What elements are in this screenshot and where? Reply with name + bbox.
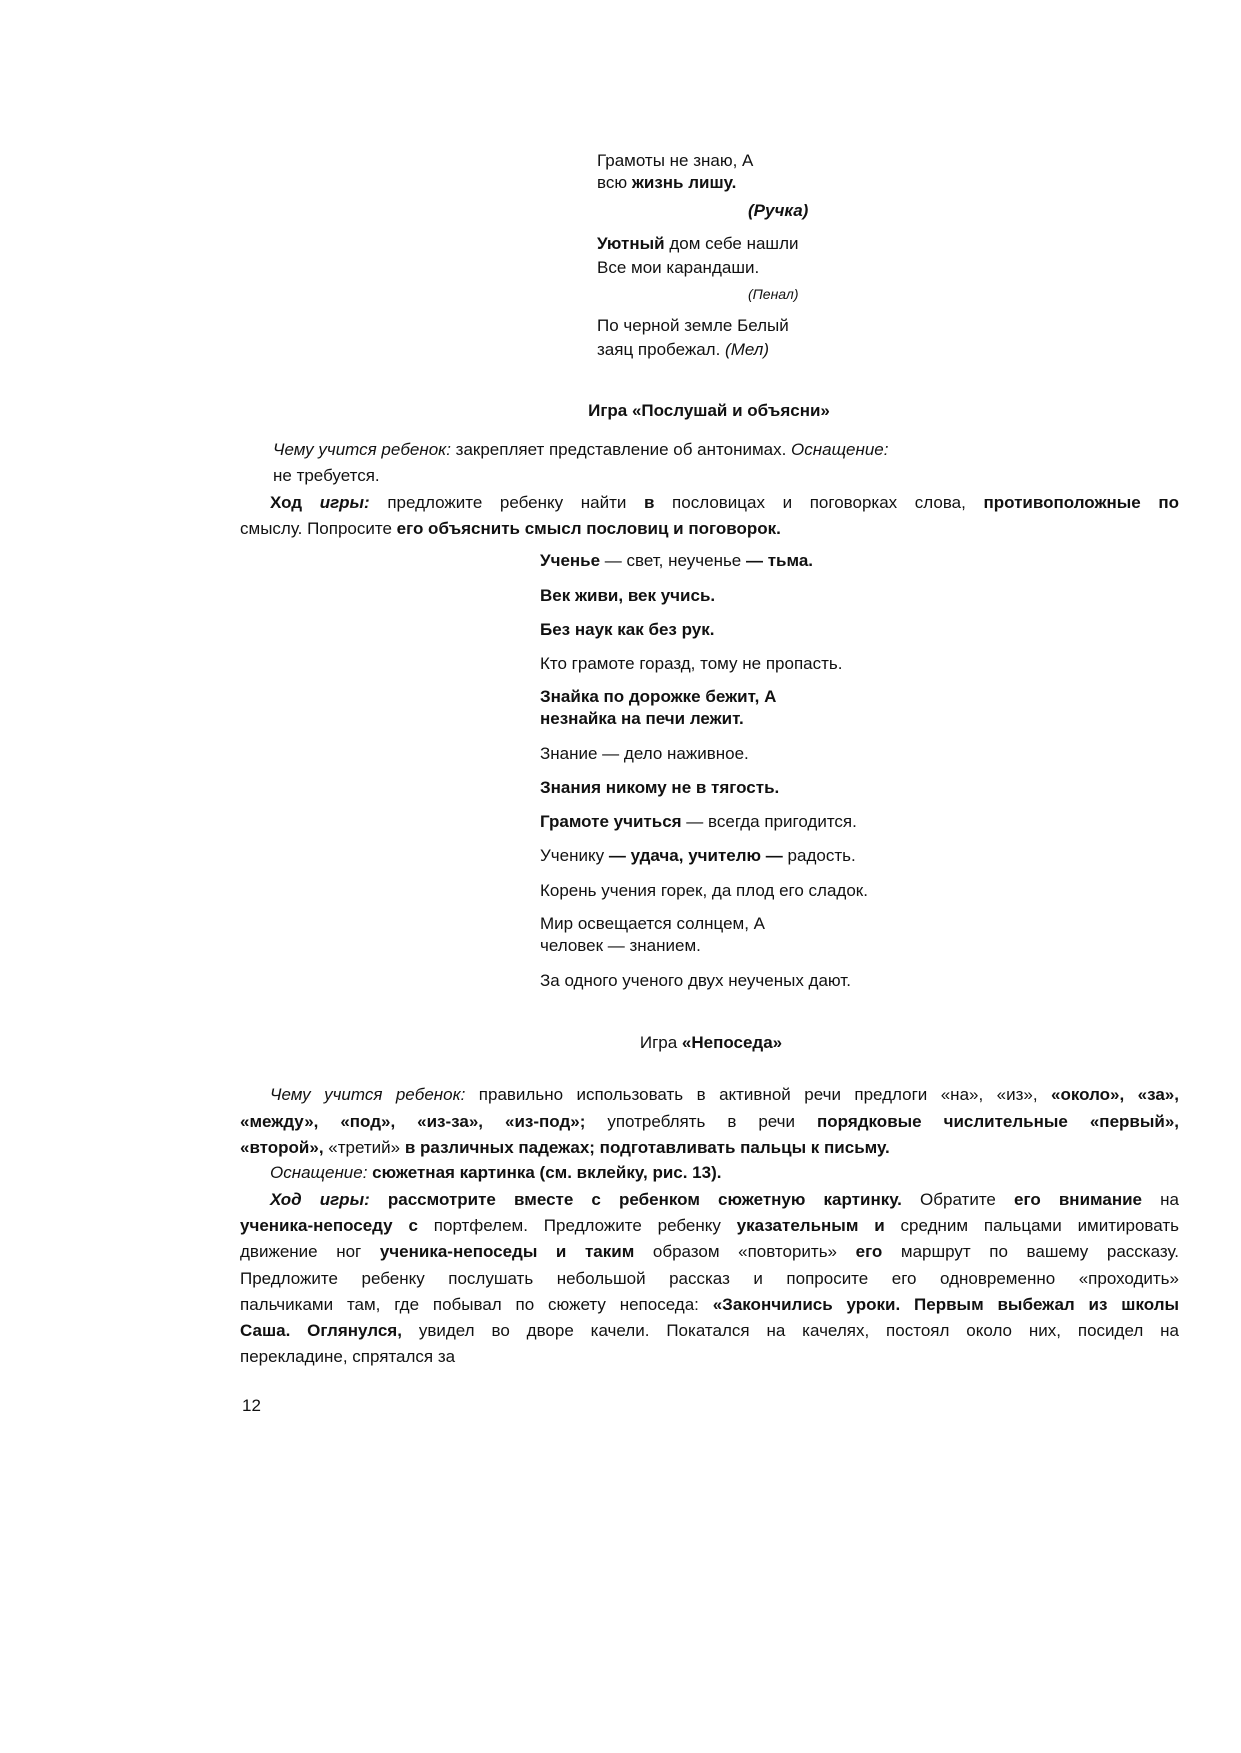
paragraph-line: [240, 1321, 1179, 1341]
text-run: Кто грамоте горазд, тому не пропасть.: [540, 654, 843, 673]
text-run: За одного ученого двух неученых дают.: [540, 971, 851, 990]
text-run: противоположные по: [983, 493, 1180, 512]
text-run: Саша. Оглянулся,: [240, 1321, 402, 1340]
title-prefix: Игра: [639, 1033, 682, 1052]
text-run: средним пальцами имитировать: [884, 1216, 1180, 1235]
text-run: образом «повторить»: [634, 1242, 856, 1261]
proverb-line: [540, 687, 776, 707]
text-run: — свет, неученье: [600, 551, 746, 570]
section-title: [0, 1033, 1241, 1053]
paragraph-line: [240, 1112, 1179, 1132]
text-run: ученика-непоседу с: [240, 1216, 418, 1235]
text-run: радость.: [782, 846, 856, 865]
text-run: правильно использовать в активной речи предлоги «на», «из»,: [465, 1085, 1052, 1104]
proverb-line: [540, 914, 765, 934]
text-run: его внимание: [1014, 1190, 1142, 1209]
text-run: указательным и: [736, 1216, 885, 1235]
text-run: Знайка по дорожке бежит, А: [540, 687, 777, 706]
text-run: движение ног: [240, 1242, 380, 1261]
text-run: пальчиками там, где побывал по сюжету непоседа:: [240, 1295, 713, 1314]
text-run: порядковые числительные «первый»,: [817, 1112, 1180, 1131]
riddle-line: [597, 151, 753, 171]
text-run: предложите ребенку найти: [369, 493, 644, 512]
riddle-line: [597, 234, 799, 254]
paragraph-line: [273, 440, 889, 460]
text-run: игры:: [319, 493, 370, 512]
text-run: его объяснить смысл пословиц и поговорок.: [396, 519, 781, 538]
paragraph-line: [240, 519, 781, 539]
riddle-line: [597, 258, 759, 278]
text-run: Знания никому не в тягость.: [540, 778, 780, 797]
text-run: не требуется.: [273, 466, 380, 485]
text-run: употреблять в речи: [585, 1112, 817, 1131]
text-run: на: [1142, 1190, 1179, 1209]
proverb-line: [540, 881, 868, 901]
text-run: Мир освещается солнцем, А: [540, 914, 765, 933]
text-run: рассмотрите вместе с ребенком сюжетную картинку.: [369, 1190, 902, 1209]
text-run: Знание — дело наживное.: [540, 744, 749, 763]
text-run: «около», «за»,: [1051, 1085, 1179, 1104]
proverb-line: [540, 586, 715, 606]
title-name: «Непоседа»: [681, 1033, 783, 1052]
text-run: «второй»,: [240, 1138, 324, 1157]
paragraph-line: [240, 1242, 1179, 1262]
text-run: «третий»: [323, 1138, 405, 1157]
text-run: в: [643, 493, 655, 512]
text-run: маршрут по вашему рассказу.: [882, 1242, 1180, 1261]
riddle-answer: (Ручка): [748, 201, 809, 220]
paragraph-line: [273, 466, 380, 486]
section-title: Игра «Послушай и объясни»: [588, 401, 830, 420]
text-run: Корень учения горек, да плод его сладок.: [540, 881, 868, 900]
paragraph-line: [240, 1347, 455, 1367]
text-run: Оснащение:: [270, 1163, 368, 1182]
text-run: Без наук как без рук.: [540, 620, 715, 639]
text-run: Обратите: [901, 1190, 1015, 1209]
text-run: Предложите ребенку послушать небольшой рассказ и попросите его одновременно «проходить»: [240, 1269, 1179, 1288]
text-run: пословицах и поговорках слова,: [654, 493, 984, 512]
proverb-line: [540, 709, 744, 729]
proverb-line: [540, 971, 851, 991]
text-run: Век живи, век учись.: [540, 586, 716, 605]
text-run: смыслу. Попросите: [240, 519, 397, 538]
text-run: закрепляет представление об антонимах.: [450, 440, 792, 459]
proverb-line: [540, 778, 779, 798]
text-run: жизнь лишу.: [631, 173, 737, 192]
text-run: — тьма.: [746, 551, 814, 570]
paragraph-line: [270, 493, 1179, 513]
text-run: Ученику: [540, 846, 609, 865]
text-run: заяц пробежал.: [597, 340, 726, 359]
paragraph-line: [270, 1163, 721, 1183]
proverb-line: [540, 620, 714, 640]
paragraph-line: [240, 1295, 1179, 1315]
text-run: Уютный: [597, 234, 665, 253]
text-run: «Закончились уроки. Первым выбежал из школы: [712, 1295, 1180, 1314]
proverb-line: [540, 846, 856, 866]
text-run: Чему учится ребенок:: [270, 1085, 466, 1104]
page-number: 12: [242, 1396, 261, 1415]
text-run: дом себе нашли: [664, 234, 799, 253]
text-run: Ход: [270, 493, 320, 512]
text-run: человек — знанием.: [540, 936, 701, 955]
riddle-line: [597, 340, 769, 360]
proverb-line: [540, 654, 842, 674]
text-run: Чему учится ребенок:: [273, 440, 451, 459]
text-run: ученика-непоседы и таким: [379, 1242, 635, 1261]
proverb-line: [540, 744, 749, 764]
text-run: Оснащение:: [791, 440, 889, 459]
proverb-line: [540, 936, 701, 956]
text-run: Ученье: [540, 551, 601, 570]
text-run: По черной земле Белый: [597, 316, 789, 335]
text-run: перекладине, спрятался за: [240, 1347, 456, 1366]
text-run: его: [855, 1242, 883, 1261]
text-run: сюжетная картинка (см. вклейку, рис. 13).: [367, 1163, 722, 1182]
text-run: незнайка на печи лежит.: [540, 709, 744, 728]
text-run: всю: [597, 173, 632, 192]
text-run: увидел во дворе качели. Покатался на качелях, постоял около них, посидел на: [401, 1321, 1180, 1340]
text-run: Грамоте учиться: [540, 812, 682, 831]
text-run: (Мел): [725, 340, 769, 359]
text-run: — всегда пригодится.: [681, 812, 857, 831]
text-run: — удача, учителю —: [608, 846, 783, 865]
riddle-line: [597, 173, 736, 193]
text-run: в различных падежах; подготавливать пальцы к письму.: [404, 1138, 890, 1157]
text-run: Все мои карандаши.: [597, 258, 760, 277]
paragraph-line: [240, 1138, 890, 1158]
text-run: Ход игры:: [270, 1190, 370, 1209]
paragraph-line: [240, 1269, 1179, 1289]
paragraph-line: [270, 1190, 1179, 1210]
text-run: «между», «под», «из-за», «из-под»;: [240, 1112, 586, 1131]
riddle-line: [597, 316, 789, 336]
proverb-line: [540, 551, 813, 571]
text-run: портфелем. Предложите ребенку: [417, 1216, 737, 1235]
text-run: Грамоты не знаю, А: [597, 151, 754, 170]
paragraph-line: [270, 1085, 1179, 1105]
riddle-answer: (Пенал): [748, 286, 799, 302]
paragraph-line: [240, 1216, 1179, 1236]
proverb-line: [540, 812, 857, 832]
